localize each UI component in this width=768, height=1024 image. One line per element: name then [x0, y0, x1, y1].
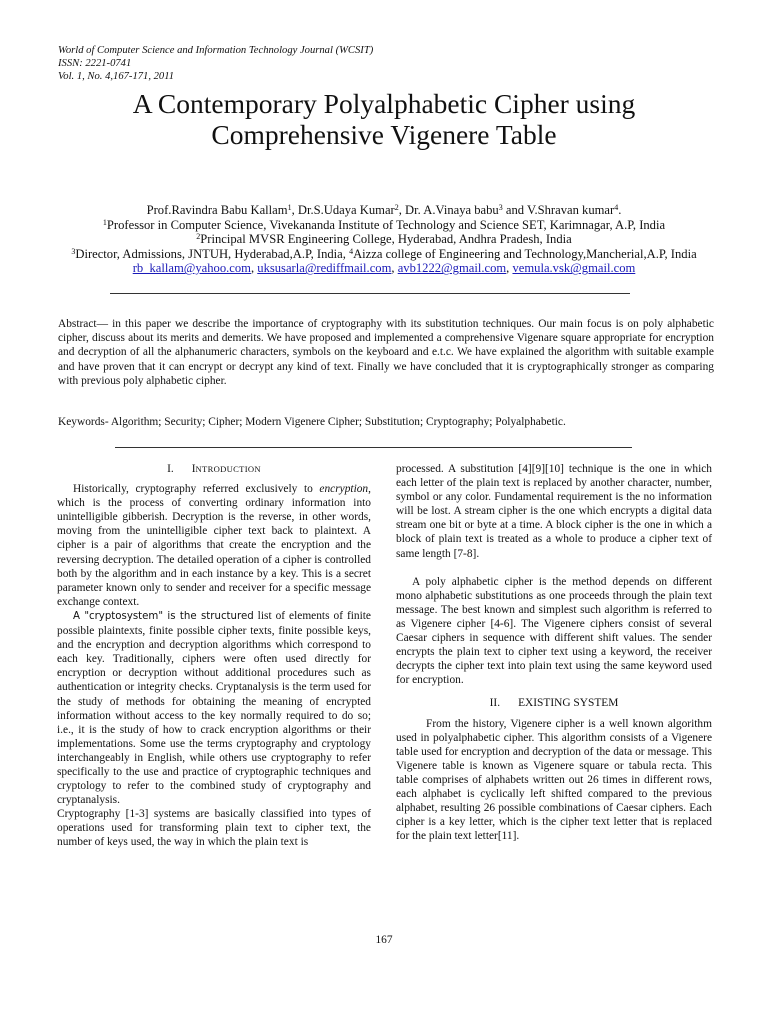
email-link[interactable]: uksusarla@rediffmail.com: [257, 261, 392, 276]
author-separator: and: [502, 203, 527, 217]
author-name: Dr.S.Udaya Kumar: [297, 203, 395, 217]
author-names: [40, 203, 728, 218]
paragraph-text: Historically, cryptography referred exclusively to: [73, 483, 320, 496]
intro-paragraph-1: [57, 482, 371, 609]
section-heading-existing-system: [396, 696, 712, 710]
intro-paragraph-5: A poly alphabetic cipher is the method depends on different mono alphabetic substitutions as one proceeds through the plain text message. The best known and simplest such algorithm is referred to as Vigenere cipher [4-6]. The Vigenere ciphers consist of several Caesar ciphers in sequence with different shift values. The sender encrypts the plain text to cipher text using a keyword, the receiver decrypts the cipher text into plain text using the same keyword used for encryption.: [396, 575, 712, 687]
section-number: I.: [167, 463, 174, 475]
paragraph-text: list of elements of finite possible plaintexts, finite possible cipher texts, finite possible keys, and the encryption and decryption algorithms which correspond to each key. Traditionally, ciphers were often used directly for encryption or decryption without additional procedures such as authentication or integrity checks. Cryptanalysis is the term used for the study of methods for obtaining the meaning of encrypted information without access to the key normally required to do so; i.e., it is the study of how to crack encryption algorithms or their implementations. Some use the terms cryptography and cryptology interchangeably in English, while others use cryptography to refer specifically to the use and practice of cryptographic techniques and cryptology to refer to the combined study of cryptography and cryptanalysis.: [57, 609, 371, 807]
author-sup: 4: [614, 203, 619, 212]
affiliation-3-4: [40, 247, 728, 262]
page-number: 167: [375, 934, 393, 946]
cryptosystem-phrase: A "cryptosystem" is the structured: [73, 610, 254, 622]
separator-rule: [110, 293, 630, 294]
title-line-2: Comprehensive Vigenere Table: [211, 119, 557, 150]
journal-issn: ISSN: 2221-0741: [58, 58, 132, 69]
affiliation-1: [40, 218, 728, 233]
author-emails: [40, 261, 728, 276]
affiliation-sup: 1: [102, 217, 107, 227]
section-title: EXISTING SYSTEM: [518, 697, 619, 710]
keywords: Keywords- Algorithm; Security; Cipher; Modern Vigenere Cipher; Substitution; Cryptography; Polyalphabetic.: [58, 416, 566, 428]
affiliation-2: [40, 232, 728, 247]
right-column: [396, 462, 712, 843]
author-name: V.Shravan kumar: [527, 203, 615, 217]
title-line-1: A Contemporary Polyalphabetic Cipher using: [132, 88, 636, 119]
email-separator: ,: [250, 261, 258, 276]
intro-paragraph-4: processed. A substitution [4][9][10] technique is the one in which each letter of the plain text is replaced by another character, number, symbol or any color. Fundamental requirement is the no information will be lost. A stream cipher is the one which encrypts a digital data stream one bit or byte at a time. A block cipher is the one in which a block of plain text is treated as a whole to produce a cipher text of same length [7-8].: [396, 463, 712, 560]
affiliation-sup: 3: [71, 246, 76, 256]
author-sup: 1: [287, 203, 292, 212]
affiliation-text: Professor in Computer Science, Vivekananda Institute of Technology and Science SET, Karimnagar, A.P, India: [106, 217, 666, 232]
intro-paragraph-2: [57, 609, 371, 807]
section-heading-introduction: [57, 462, 371, 476]
affiliation-text: Aizza college of Engineering and Technology,Mancherial,A.P, India: [353, 246, 697, 261]
email-separator: ,: [506, 261, 513, 276]
author-separator: .: [618, 203, 622, 217]
affiliation-sup: 4: [349, 246, 354, 256]
affiliation-sup: 2: [196, 232, 201, 242]
paper-title: [40, 88, 728, 150]
affiliation-text: Principal MVSR Engineering College, Hyderabad, Andhra Pradesh, India: [200, 232, 572, 247]
email-link[interactable]: rb_kallam@yahoo.com: [132, 261, 251, 276]
abstract: Abstract— in this paper we describe the importance of cryptography with its substitution techniques. Our main focus is on poly alphabetic cipher, discuss about its merits and demerits. We have proposed and implemented a comprehensive Vigenare square appropriate for encryption and decryption of all the alphanumeric characters, symbols on the keyboard and e.t.c. We have explained the algorithm with suitable example and have proven that it can encrypt or decrypt any kind of text. Finally we have concluded that it is cryptographically stronger as comparing with previous poly alphabetic cipher.: [58, 318, 714, 387]
author-separator: ,: [398, 203, 406, 217]
existing-system-paragraph: From the history, Vigenere cipher is a well known algorithm used in polyalphabetic cipher. This algorithm consists of a Vigenere table used for encryption and decryption of the data or message. This Vigenere table is known as Vigenere square or tabula recta. This table comprises of alphabets written out 26 times in different rows, each alphabet is cyclically left shifted compared to the previous alphabet, resulting 26 possible combinations of Caesar ciphers. Each cipher is a key letter, which is the cipher text letter that is replaced for the plain text letter[11].: [396, 717, 712, 843]
separator-rule: [115, 447, 632, 448]
section-number: II.: [489, 697, 501, 710]
author-separator: ,: [291, 203, 298, 217]
intro-paragraph-3: Cryptography [1-3] systems are basically classified into types of operations used for transforming plain text to cipher text, the number of keys used, the way in which the plain text is: [57, 808, 371, 849]
section-title-rest: NTRODUCTION: [195, 464, 261, 474]
author-sup: 2: [394, 203, 399, 212]
email-link[interactable]: avb1222@gmail.com: [397, 261, 507, 276]
journal-volume: Vol. 1, No. 4,167-171, 2011: [58, 71, 175, 82]
email-separator: ,: [391, 261, 398, 276]
left-column: [57, 462, 371, 850]
paragraph-text: , which is the process of converting ordinary information into unintelligible gibberish. Decryption is the reverse, in other words, moving from the unintelligible cipher text back to plaintext. A cipher is a pair of algorithms that create the encryption and the reversing decryption. The detailed operation of a cipher is controlled both by the algorithm and in each instance by a key. This is a secret parameter known only to sender and receiver for a specific message exchange context.: [57, 483, 371, 608]
author-block: [40, 203, 728, 276]
emphasis-encryption: encryption: [319, 483, 369, 496]
author-name: Prof.Ravindra Babu Kallam: [146, 203, 288, 217]
journal-name: World of Computer Science and Information Technology Journal (WCSIT): [58, 45, 374, 56]
affiliation-text: Director, Admissions, JNTUH, Hyderabad,A.P, India,: [75, 246, 350, 261]
email-link[interactable]: vemula.vsk@gmail.com: [512, 261, 636, 276]
section-title-initial: I: [191, 463, 196, 475]
author-name: Dr. A.Vinaya babu: [405, 203, 499, 217]
journal-header: [58, 44, 373, 83]
author-sup: 3: [498, 203, 503, 212]
